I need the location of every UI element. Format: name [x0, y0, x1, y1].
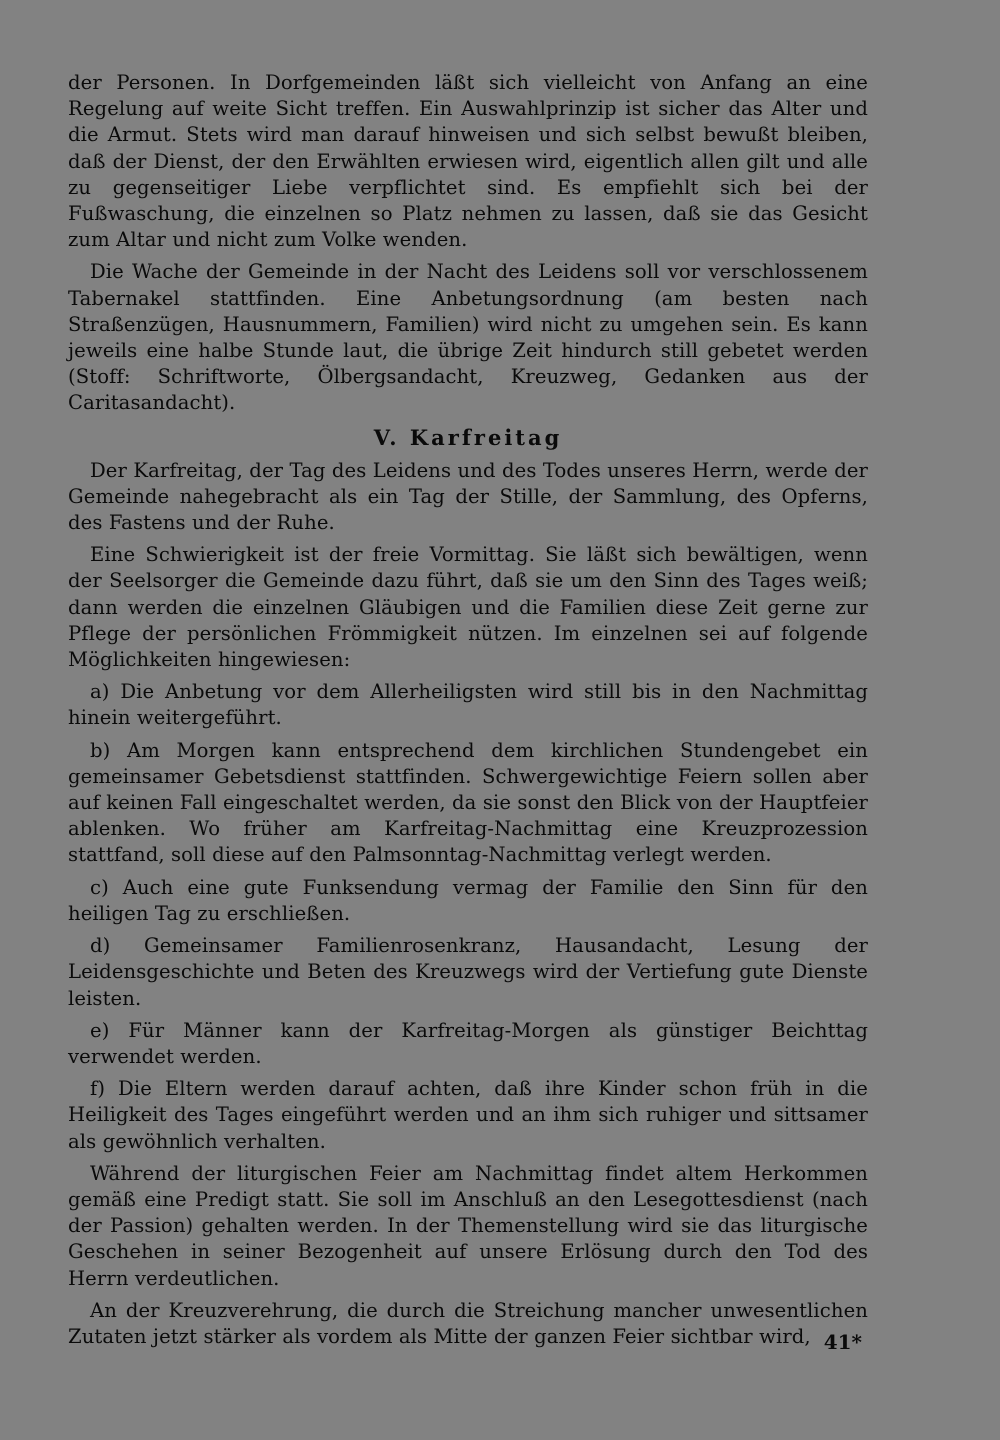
page-number: 41*: [823, 1330, 862, 1354]
section-heading: V. Karfreitag: [373, 424, 563, 450]
list-item: a) Die Anbetung vor dem Allerheiligsten wird still bis in den Nachmittag hinein weitergeführt.: [68, 680, 868, 730]
list-item: f) Die Eltern werden darauf achten, daß ihre Kinder schon früh in die Heiligkeit des Tages eingeführt werden und an ihm sich ruhiger und sittsamer als gewöhnlich verhalten.: [68, 1077, 868, 1153]
list-item: b) Am Morgen kann entsprechend dem kirchlichen Stundengebet ein gemeinsamer Gebetsdienst stattfinden. Schwergewichtige Feiern sollen aber auf keinen Fall eingeschaltet werden, da sie sonst den Blick von der Hauptfeier ablenken. Wo früher am Karfreitag-Nachmittag eine Kreuzprozession stattfand, soll diese auf den Palmsonntag-Nachmittag verlegt werden.: [68, 738, 868, 867]
paragraph: An der Kreuzverehrung, die durch die Streichung mancher unwesentlichen Zutaten jetzt stärker als vordem als Mitte der ganzen Feier sichtbar wird,: [68, 1298, 868, 1348]
list-item: e) Für Männer kann der Karfreitag-Morgen als günstiger Beichttag verwendet werden.: [68, 1018, 868, 1068]
paragraph: Die Wache der Gemeinde in der Nacht des Leidens soll vor verschlossenem Tabernakel stattfinden. Eine Anbetungsordnung (am besten nach Straßenzügen, Hausnummern, Familien) wird nicht zu umgehen sein. Es kann jeweils eine halbe Stunde laut, die übrige Zeit hindurch still gebetet werden (Stoff: Schriftworte, Ölbergsandacht, Kreuzweg, Gedanken aus der Caritasandacht).: [68, 260, 868, 415]
page-body: [68, 70, 868, 1356]
paragraph: Eine Schwierigkeit ist der freie Vormittag. Sie läßt sich bewältigen, wenn der Seelsorger die Gemeinde dazu führt, daß sie um den Sinn des Tages weiß; dann werden die einzelnen Gläubigen und die Familien diese Zeit gerne zur Pflege der persönlichen Frömmigkeit nützen. Im einzelnen sei auf folgende Möglichkeiten hingewiesen:: [68, 543, 868, 672]
paragraph: Der Karfreitag, der Tag des Leidens und des Todes unseres Herrn, werde der Gemeinde nahegebracht als ein Tag der Stille, der Sammlung, des Opferns, des Fastens und der Ruhe.: [68, 458, 868, 535]
list-item: c) Auch eine gute Funksendung vermag der Familie den Sinn für den heiligen Tag zu erschließen.: [68, 875, 868, 925]
paragraph: Während der liturgischen Feier am Nachmittag findet altem Herkommen gemäß eine Predigt statt. Sie soll im Anschluß an den Lesegottesdienst (nach der Passion) gehalten werden. In der Themenstellung wird sie das liturgische Geschehen in seiner Bezogenheit auf unsere Erlösung durch den Tod des Herrn verdeutlichen.: [68, 1161, 868, 1290]
paragraph: der Personen. In Dorfgemeinden läßt sich vielleicht von Anfang an eine Regelung auf weite Sicht treffen. Ein Auswahlprinzip ist sicher das Alter und die Armut. Stets wird man darauf hinweisen und sich selbst bewußt bleiben, daß der Dienst, der den Erwählten erwiesen wird, eigentlich allen gilt und alle zu gegenseitiger Liebe verpflichtet sind. Es empfiehlt sich bei der Fußwaschung, die einzelnen so Platz nehmen zu lassen, daß sie das Gesicht zum Altar und nicht zum Volke wenden.: [68, 71, 868, 252]
list-item: d) Gemeinsamer Familienrosenkranz, Hausandacht, Lesung der Leidensgeschichte und Beten des Kreuzwegs wird der Vertiefung gute Dienste leisten.: [68, 934, 868, 1010]
